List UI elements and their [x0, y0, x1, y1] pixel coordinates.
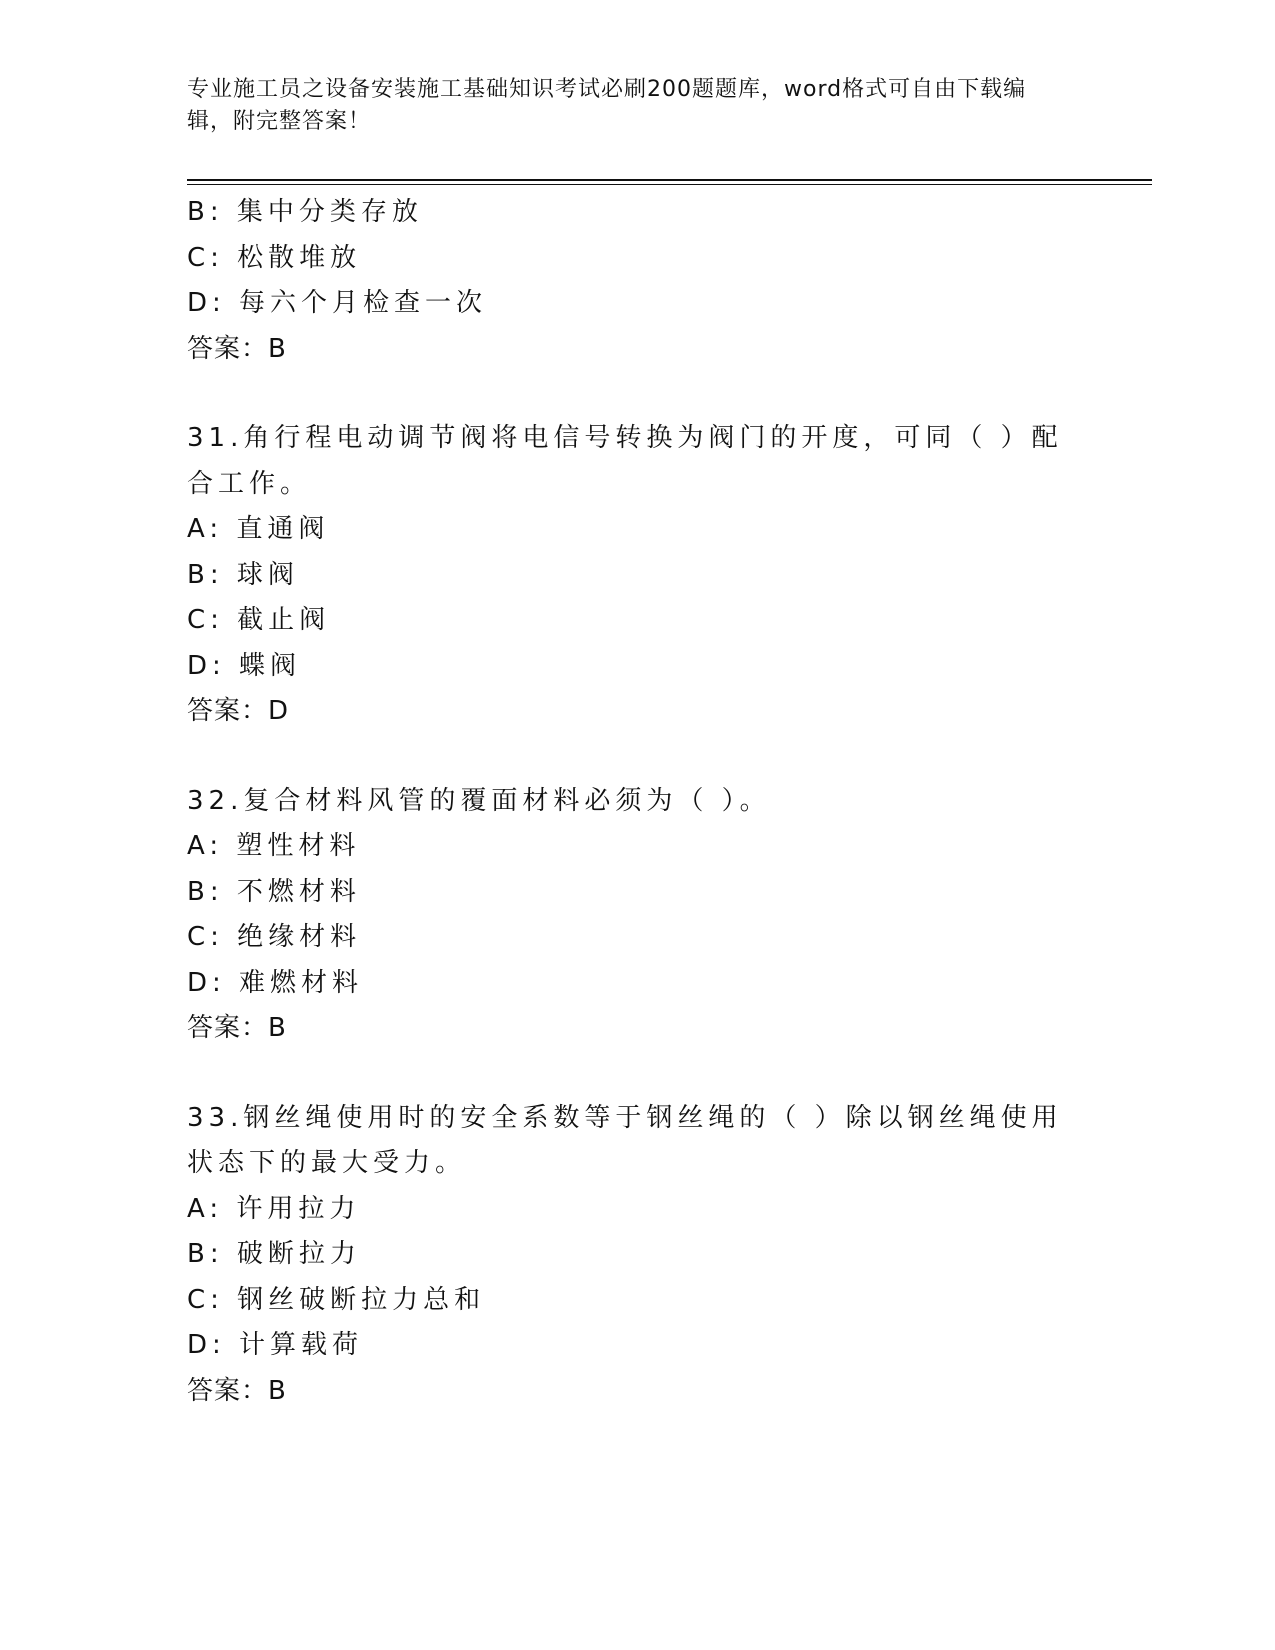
option-d: D: 蝶阀 [187, 650, 302, 681]
option-d: D: 难燃材料 [187, 967, 364, 998]
option-a: A: 塑性材料 [187, 831, 361, 861]
document-header: 专业施工员之设备安装施工基础知识考试必刷200题题库，word格式可自由下载编辑，附完整答案！ [187, 77, 1027, 134]
option-d: D: 每六个月检查一次 [187, 288, 488, 318]
header-divider-thin [187, 184, 1152, 185]
question-stem: 33.钢丝绳使用时的安全系数等于钢丝绳的（ ）除以钢丝绳使用状态下的最大受力。 [187, 1102, 1063, 1178]
option-b: B: 球阀 [187, 559, 299, 590]
option-c: C: 截止阀 [187, 605, 331, 635]
question-31 [187, 416, 1067, 735]
option-c: C: 钢丝破断拉力总和 [187, 1284, 486, 1315]
question-33 [187, 1096, 1067, 1415]
question-stem: 32.复合材料风管的覆面材料必须为（ ）。 [187, 785, 771, 816]
option-b: B: 集中分类存放 [187, 197, 423, 227]
answer-line: 答案：B [187, 333, 287, 364]
answer-line: 答案：B [187, 1375, 287, 1406]
question-stem: 31.角行程电动调节阀将电信号转换为阀门的开度，可同（ ）配合工作。 [187, 423, 1063, 499]
answer-line: 答案：B [187, 1013, 287, 1043]
header-divider-thick [187, 179, 1152, 181]
option-c: C: 松散堆放 [187, 242, 362, 273]
question-list [187, 190, 1067, 1414]
question-32 [187, 779, 1067, 1052]
option-b: B: 不燃材料 [187, 876, 361, 907]
option-a: A: 直通阀 [187, 514, 330, 544]
option-c: C: 绝缘材料 [187, 922, 362, 952]
answer-line: 答案：D [187, 696, 290, 726]
option-a: A: 许用拉力 [187, 1193, 361, 1224]
option-b: B: 破断拉力 [187, 1239, 361, 1269]
option-d: D: 计算载荷 [187, 1330, 364, 1360]
question-continued [187, 190, 1067, 372]
